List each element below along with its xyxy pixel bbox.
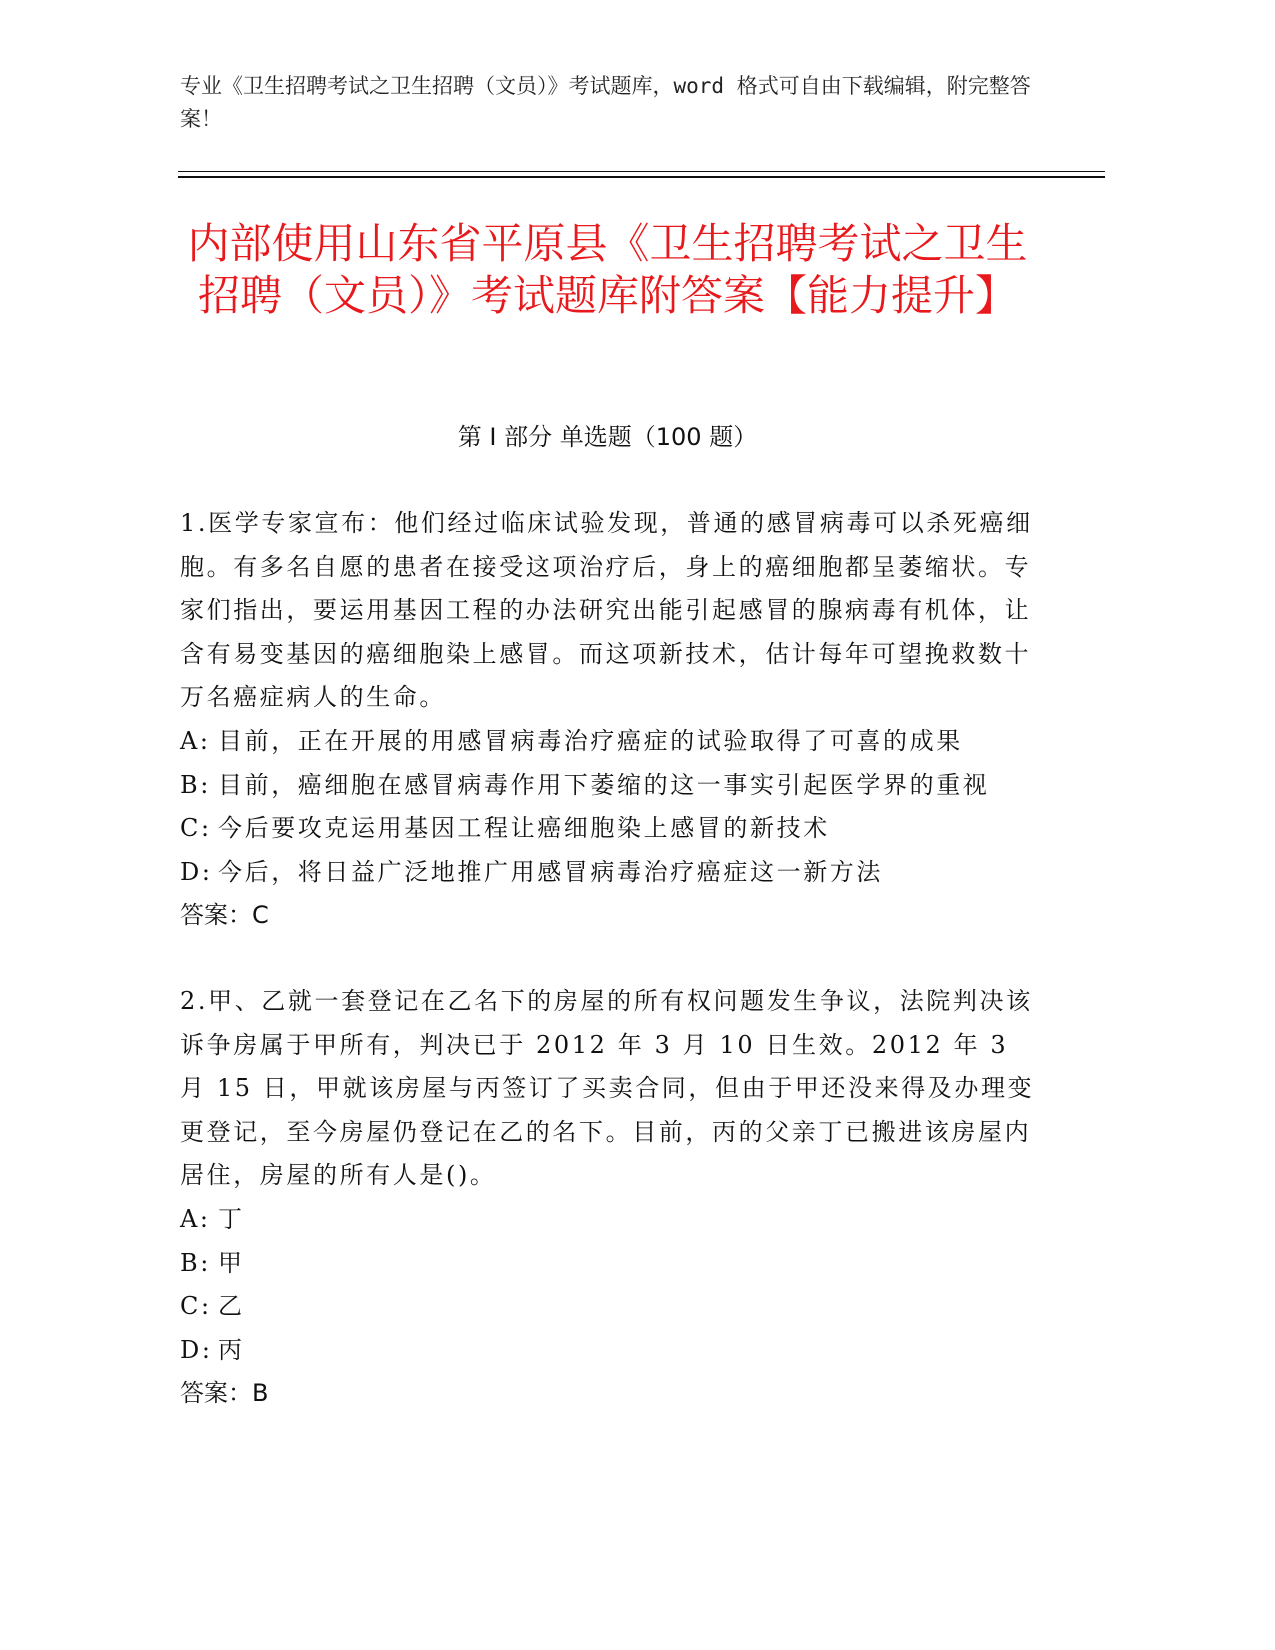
document-title: 内部使用山东省平原县《卫生招聘考试之卫生招聘（文员）》考试题库附答案【能力提升】: [187, 219, 1028, 320]
option-d: [180, 851, 1040, 895]
option-letter: D:: [180, 1335, 213, 1364]
header-divider-thick: [178, 176, 1105, 178]
header-divider-thin: [178, 171, 1105, 172]
answer-line: 答案：C: [180, 901, 269, 930]
option-b: [180, 764, 1040, 808]
question-1: [180, 502, 1040, 938]
option-text: 目前，正在开展的用感冒病毒治疗癌症的试验取得了可喜的成果: [218, 726, 963, 755]
option-text: 乙: [218, 1292, 245, 1321]
option-b: [180, 1242, 1040, 1286]
option-d: [180, 1329, 1040, 1373]
question-stem: 2.甲、乙就一套登记在乙名下的房屋的所有权问题发生争议，法院判决该诉争房属于甲所有，判决已于 2012 年 3 月 10 日生效。2012 年 3 月 15 日，甲就该房屋与丙签订了买卖合同，但由于甲还没来得及办理变更登记，至今房屋仍登记在乙的名下。目前，丙的父亲丁已搬进该房屋内居住，房屋的所有人是()。: [180, 987, 1035, 1190]
question-stem: 1.医学专家宣布：他们经过临床试验发现，普通的感冒病毒可以杀死癌细胞。有多名自愿的患者在接受这项治疗后，身上的癌细胞都呈萎缩状。专家们指出，要运用基因工程的办法研究出能引起感冒的腺病毒有机体，让含有易变基因的癌细胞染上感冒。而这项新技术，估计每年可望挽救数十万名癌症病人的生命。: [180, 509, 1033, 712]
option-c: [180, 807, 1040, 851]
question-2: [180, 980, 1040, 1416]
option-text: 今后要攻克运用基因工程让癌细胞染上感冒的新技术: [218, 814, 830, 843]
option-letter: C:: [180, 814, 212, 843]
option-text: 目前，癌细胞在感冒病毒作用下萎缩的这一事实引起医学界的重视: [218, 770, 990, 799]
option-a: [180, 1198, 1040, 1242]
option-text: 甲: [218, 1248, 245, 1277]
header-note: 专业《卫生招聘考试之卫生招聘（文员）》考试题库，word 格式可自由下载编辑，附完整答案！: [180, 74, 1031, 131]
option-letter: A:: [180, 1204, 211, 1233]
option-a: [180, 720, 1040, 764]
option-text: 丙: [218, 1335, 245, 1364]
option-text: 今后，将日益广泛地推广用感冒病毒治疗癌症这一新方法: [218, 857, 883, 886]
section-heading: 第 I 部分 单选题（100 题）: [457, 423, 758, 451]
option-letter: B:: [180, 770, 211, 799]
option-text: 丁: [218, 1204, 245, 1233]
option-letter: D:: [180, 857, 213, 886]
option-letter: B:: [180, 1248, 211, 1277]
option-letter: C:: [180, 1292, 212, 1321]
answer-line: 答案：B: [180, 1379, 269, 1408]
option-letter: A:: [180, 726, 211, 755]
option-c: [180, 1285, 1040, 1329]
